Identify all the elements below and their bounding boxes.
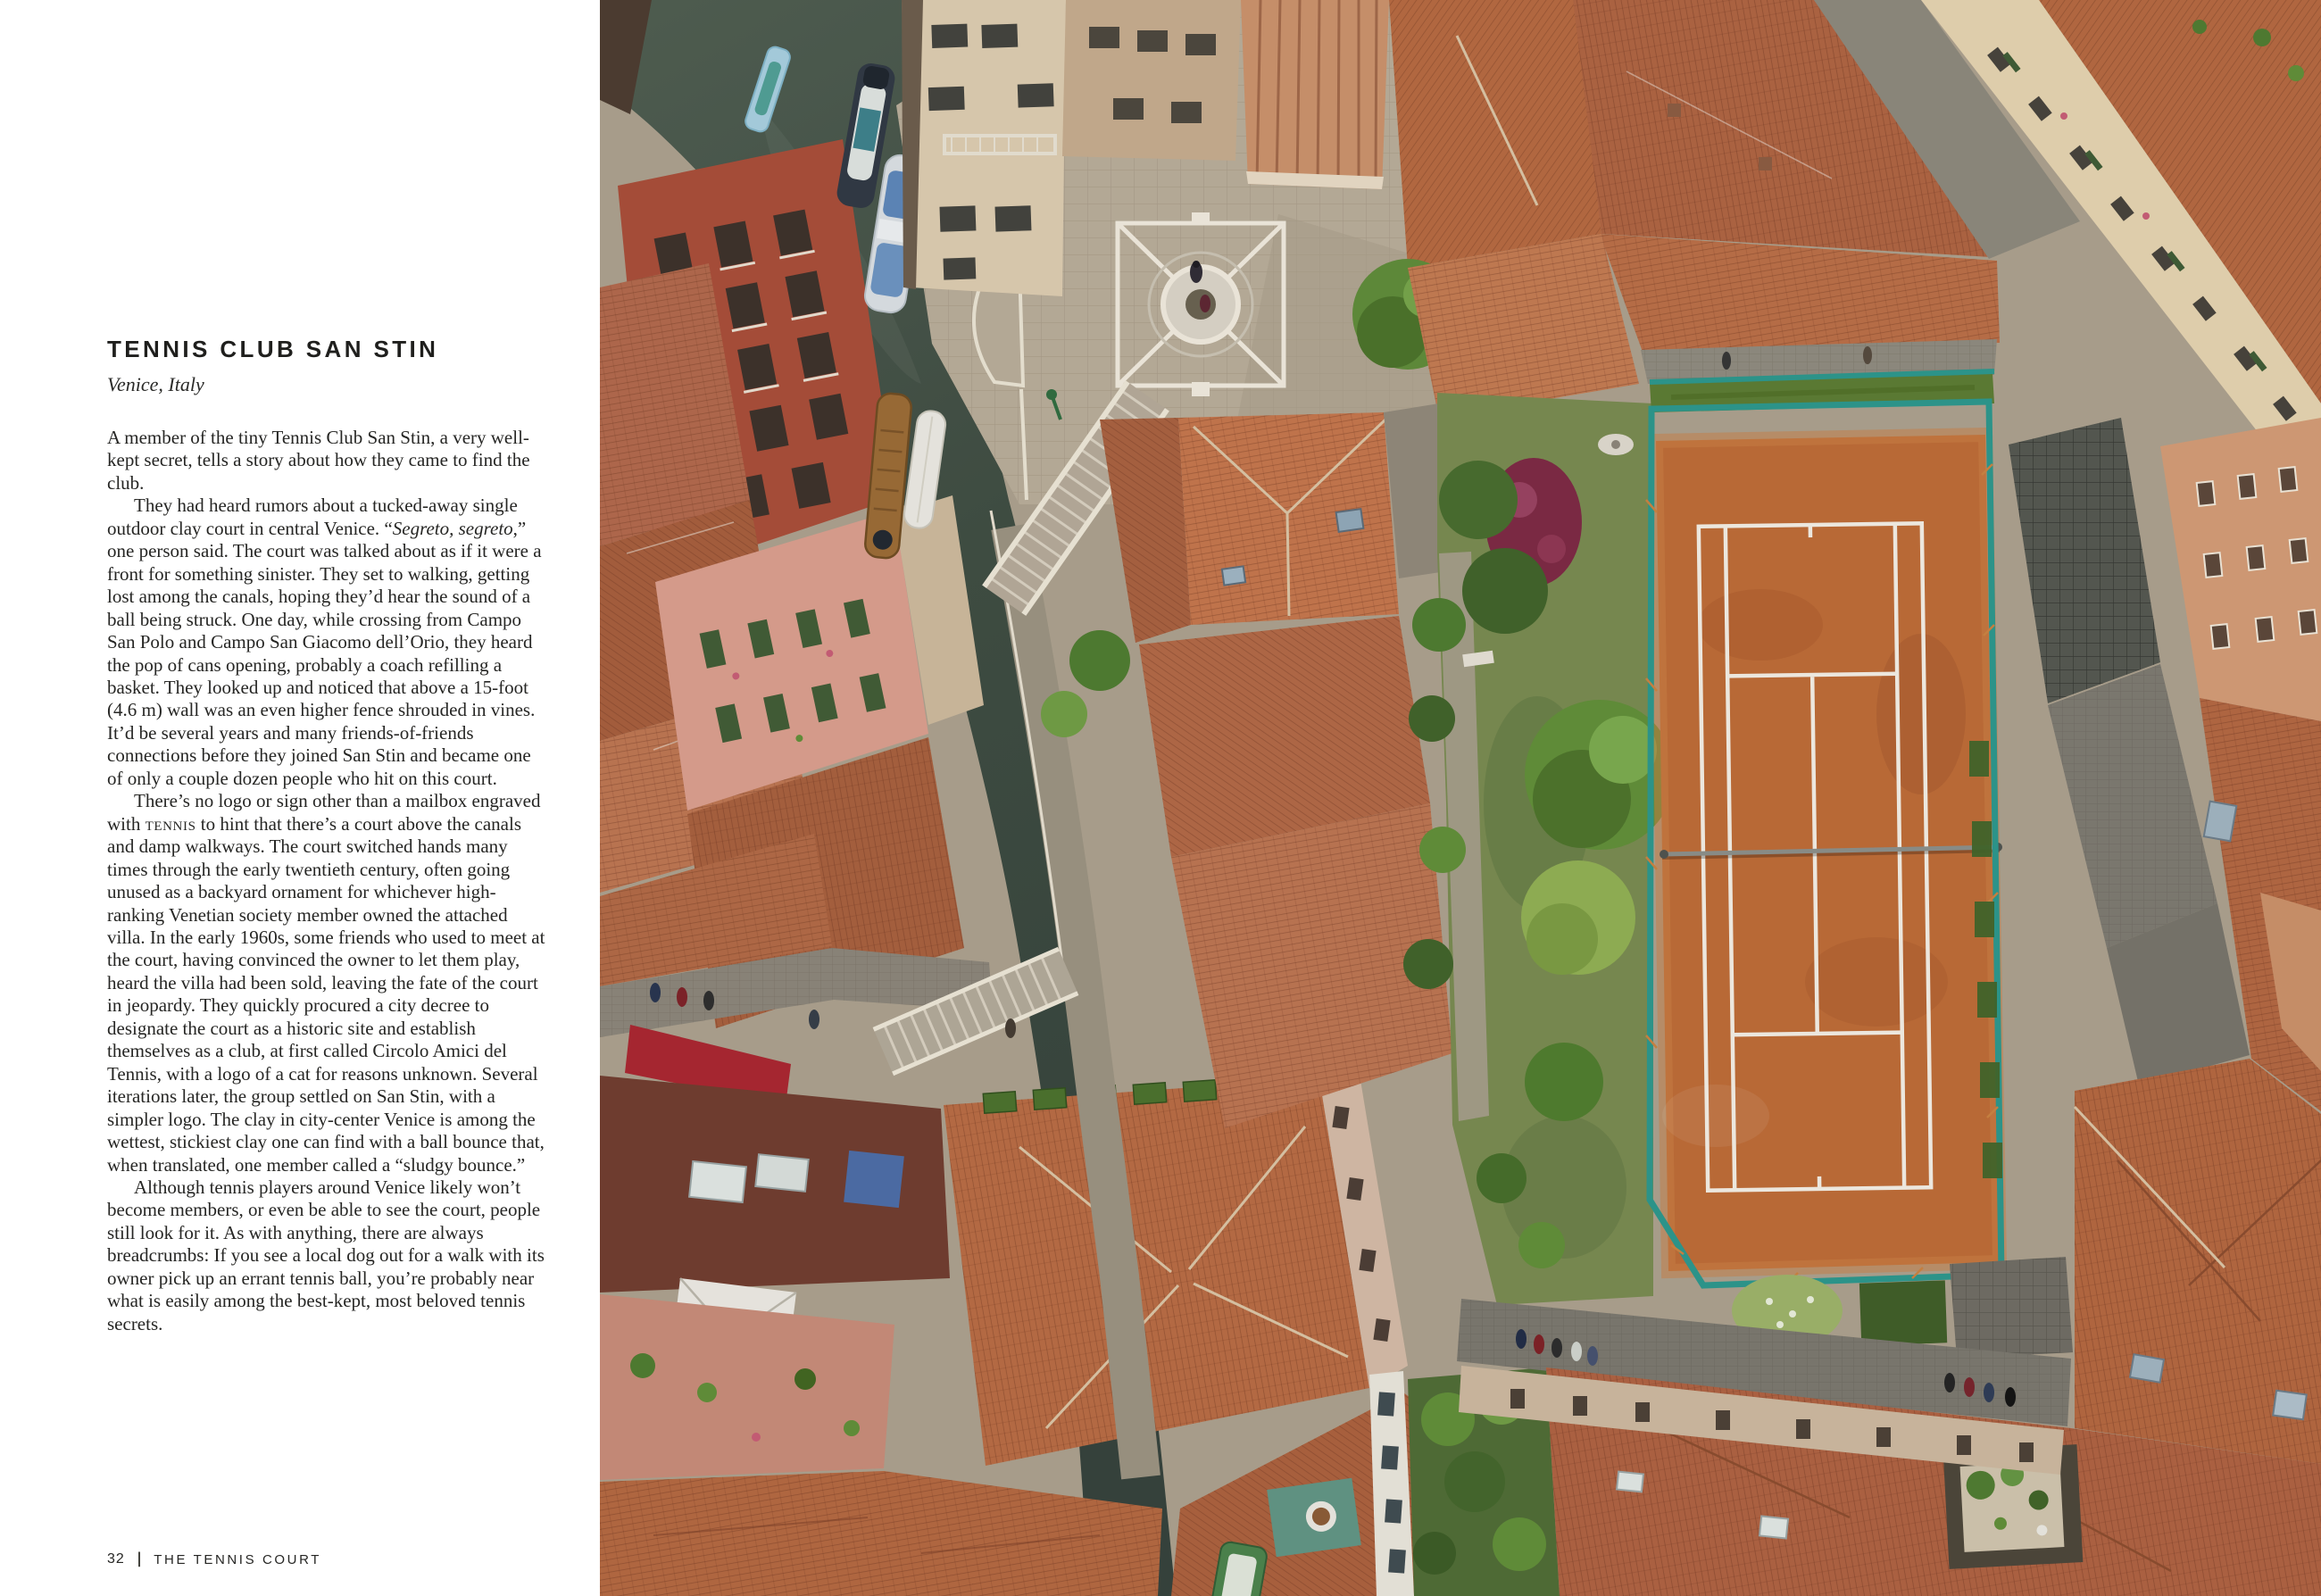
article-text-segment: to hint that there’s a court above the canals and damp walkways. The court switched hands many times through the early twentieth century, often going unused as a backyard ornament for whichever high-ranking Venetian society member owned the attached villa. In the early 1960s, some friends who used to meet at the court, having convinced the owner to let them play, heard the villa had been sold, leaving the fate of the court in jeopardy. They quickly procured a city decree to designate the court as a historic site and establish themselves as a club, at first called Circolo Amici del Tennis, with a logo of a cat for reasons unknown. Several iterations later, the group settled on San Stin, with a simpler logo. The clay in city-center Venice is among the wettest, stickiest clay one can find with a ball bounce that, when translated, one member called a “sludgy bounce.” <box>107 812 545 1176</box>
footer-separator: | <box>137 1550 142 1567</box>
page-footer <box>107 1551 321 1567</box>
photo-tone-overlay <box>600 0 2321 1596</box>
article-paragraph <box>107 790 548 1176</box>
aerial-photo <box>600 0 2321 1596</box>
page-number: 32 <box>107 1551 125 1567</box>
article-text-segment: ,” one person said. The court was talked about as if it were a front for something sinister. They set to walking, getting lost among the canals, hoping they’d hear the sound of a ball being struck. One day, while crossing from Campo San Polo and Campo San Giacomo dell’Orio, they heard the pop of cans opening, probably a coach refilling a basket. They looked up and noticed that above a 15-foot (4.6 m) wall was an even higher fence shrouded in vines. It’d be several years and many friends-of-friends connections before they joined San Stin and became one of only a couple dozen people who hit on this court. <box>107 517 542 789</box>
article-paragraph <box>107 1176 548 1335</box>
left-page <box>0 0 600 1596</box>
article-text-segment: tennis <box>145 812 196 835</box>
book-title: THE TENNIS COURT <box>154 1551 322 1567</box>
article-text-segment: Although tennis players around Venice likely won’t become members, or even be able to see the court, people still look for it. As with anything, there are always breadcrumbs: If you see a local dog out for a walk with its owner pick up an errant tennis ball, you’re probably near what is easily among the best-kept, most beloved tennis secrets. <box>107 1176 545 1334</box>
article-paragraph <box>107 427 548 495</box>
page-title: TENNIS CLUB SAN STIN <box>107 336 439 362</box>
article-body <box>107 427 548 1335</box>
article-text-segment: Segreto, segreto <box>392 517 513 539</box>
article-paragraph <box>107 495 548 790</box>
article-location: Venice, Italy <box>107 373 204 395</box>
article-text-segment: There’s no logo or sign other than a mailbox engraved with <box>107 790 541 835</box>
article-text-segment: They had heard rumors about a tucked-away single outdoor clay court in central Venice. “ <box>107 495 518 539</box>
article-text-segment: A member of the tiny Tennis Club San Stin, a very well-kept secret, tells a story about how they came to find the club. <box>107 427 530 494</box>
